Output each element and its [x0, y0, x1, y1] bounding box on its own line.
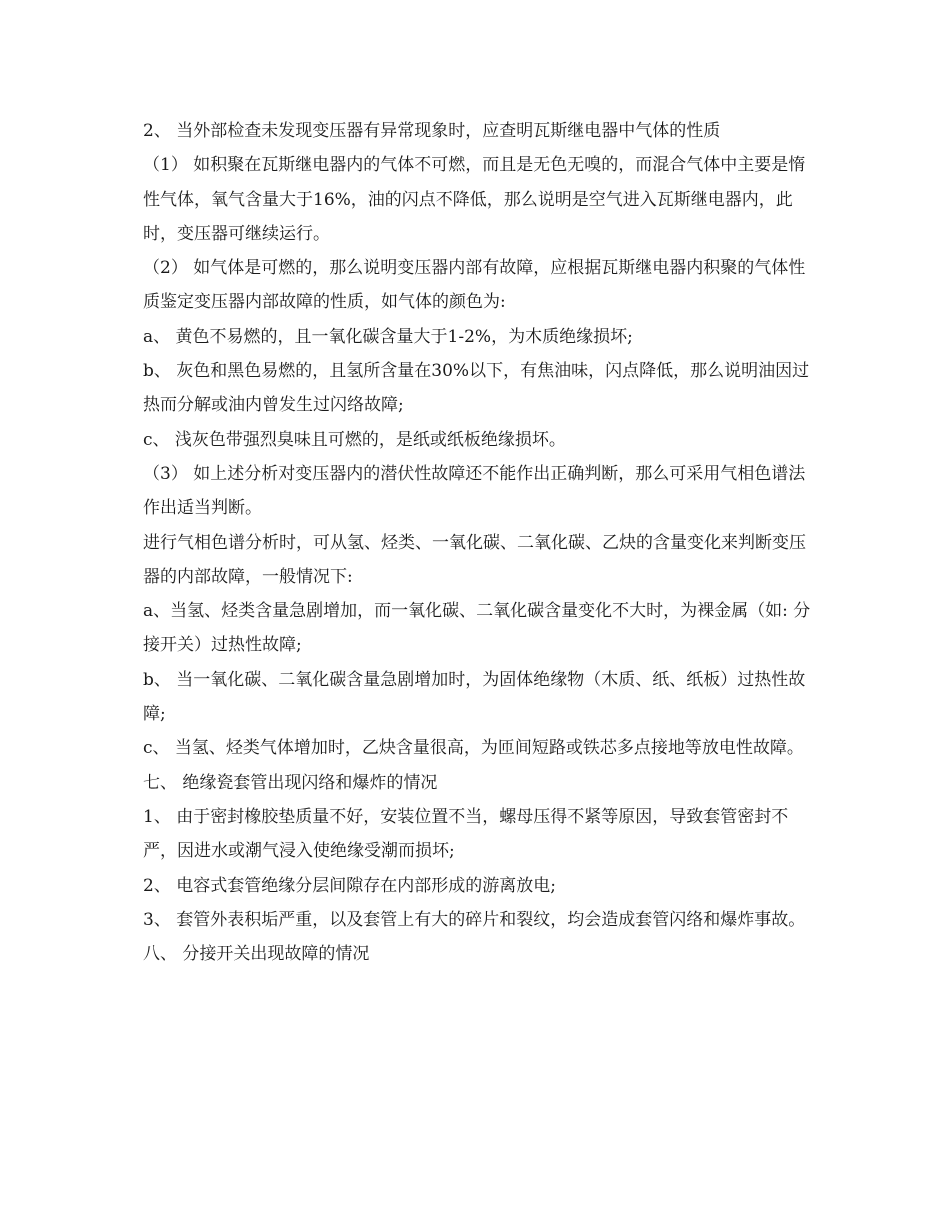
paragraph-bushing-3: 3、 套管外表积垢严重，以及套管上有大的碎片和裂纹，均会造成套管闪络和爆炸事故。 — [143, 909, 806, 930]
paragraph-chromatography-b: b、 当一氧化碳、二氧化碳含量急剧增加时，为固体绝缘物（木质、纸、纸板）过热性故障; — [143, 669, 806, 725]
paragraph-chromatography-a: a、当氢、烃类含量急剧增加，而一氧化碳、二氧化碳含量变化不大时，为裸金属（如: 分接开关）过热性故障; — [143, 601, 811, 656]
paragraph-chromatography-intro: 进行气相色谱分析时，可从氢、烃类、一氧化碳、二氧化碳、乙炔的含量变化来判断变压器的内部故障，一般情况下: — [143, 532, 806, 587]
paragraph-item-1-air: （1） 如积聚在瓦斯继电器内的气体不可燃，而且是无色无嗅的，而混合气体中主要是惰性气体，氧气含量大于16%，油的闪点不降低，那么说明是空气进入瓦斯继电器内，此时，变压器可继续运行。 — [143, 155, 806, 244]
paragraph-item-3-chromatography: （3） 如上述分析对变压器内的潜伏性故障还不能作出正确判断，那么可采用气相色谱法作出适当判断。 — [143, 463, 806, 519]
document-body — [143, 114, 815, 971]
paragraph-chromatography-c: c、 当氢、烃类气体增加时，乙炔含量很高，为匝间短路或铁芯多点接地等放电性故障。 — [143, 738, 804, 759]
paragraph-item-2c: c、 浅灰色带强烈臭味且可燃的，是纸或纸板绝缘损坏。 — [143, 429, 566, 450]
paragraph-item-2a: a、 黄色不易燃的，且一氧化碳含量大于1-2%，为木质绝缘损坏; — [143, 326, 633, 347]
section-heading-bushing: 七、 绝缘瓷套管出现闪络和爆炸的情况 — [143, 772, 438, 793]
paragraph-item-2-flammable: （2） 如气体是可燃的，那么说明变压器内部有故障，应根据瓦斯继电器内积聚的气体性质鉴定变压器内部故障的性质，如气体的颜色为: — [143, 258, 806, 313]
paragraph-bushing-1: 1、 由于密封橡胶垫质量不好，安装位置不当，螺母压得不紧等原因，导致套管密封不严，因进水或潮气浸入使绝缘受潮而损坏; — [143, 806, 789, 862]
section-heading-tap-changer: 八、 分接开关出现故障的情况 — [143, 944, 370, 965]
paragraph-item-2b: b、 灰色和黑色易燃的，且氢所含量在30%以下，有焦油味，闪点降低，那么说明油因过热而分解或油内曾发生过闪络故障; — [143, 361, 810, 416]
paragraph-gas-check-heading: 2、 当外部检查未发现变压器有异常现象时，应查明瓦斯继电器中气体的性质 — [143, 121, 721, 141]
paragraph-bushing-2: 2、 电容式套管绝缘分层间隙存在内部形成的游离放电; — [143, 875, 556, 896]
